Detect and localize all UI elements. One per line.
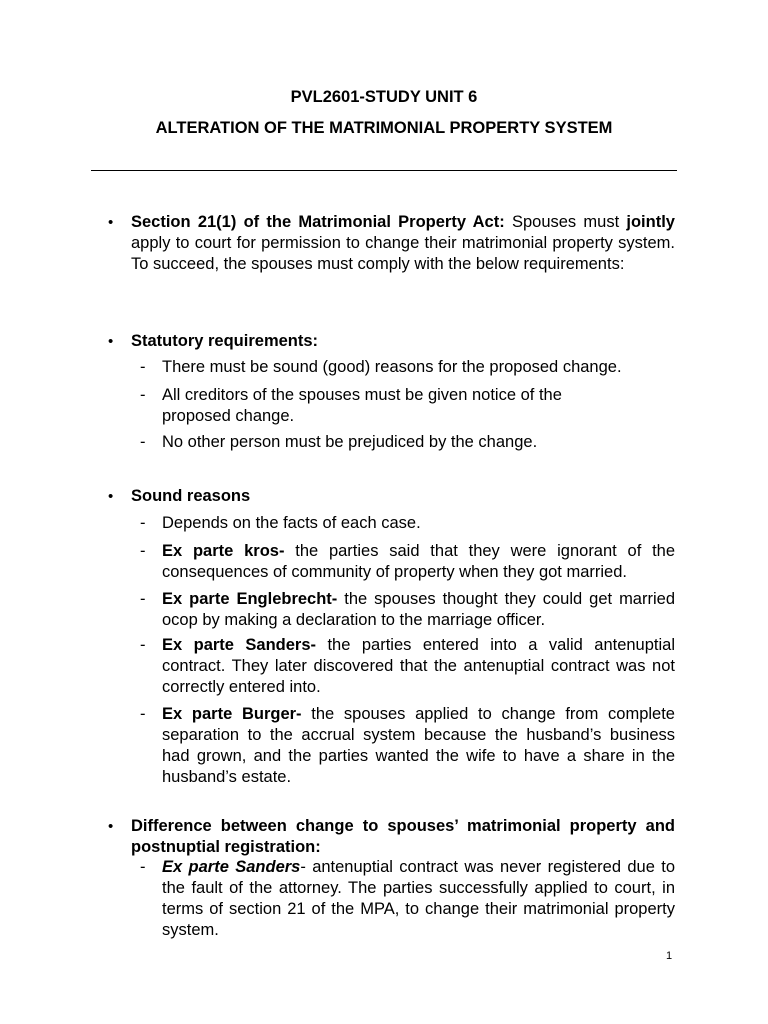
list-item [162,857,675,941]
list-item [162,635,675,698]
case-name: Ex parte Burger- [162,705,302,723]
list-item [162,589,675,631]
case-text: - antenuptial contract was never registered due to the fault of the attorney. The parties successfully applied to court, in terms of section 21 of the MPA, to change their matrimonial property system. [162,858,675,939]
list-item [162,704,675,788]
case-name: Ex parte Englebrecht- [162,590,338,608]
section-21-paragraph [131,212,675,275]
difference-heading: Difference between change to spouses’ matrimonial property and postnuptial registration: [131,817,675,856]
case-text: the spouses applied to change from complete separation to the accrual system because the husband’s business had grown, and the parties wanted the wife to have a share in the husband’s estate. [162,705,675,786]
case-name: Ex parte kros- [162,542,285,560]
jointly-emphasis: jointly [626,213,675,231]
dash-marker: - [140,590,146,608]
bullet-marker: • [108,333,114,350]
dash-marker: - [140,386,146,404]
case-text: the parties entered into a valid antenuptial contract. They later discovered that the antenuptial contract was not correctly entered into. [162,636,675,696]
case-text: the parties said that they were ignorant of the consequences of community of property when they got married. [162,542,676,581]
dash-marker: - [140,358,146,376]
case-name: Ex parte Sanders- [162,636,317,654]
page-title: ALTERATION OF THE MATRIMONIAL PROPERTY SYSTEM [155,119,613,137]
statutory-heading: Statutory requirements: [131,332,319,350]
list-item: There must be sound (good) reasons for the proposed change. [162,358,622,376]
title-divider [91,170,677,171]
case-text: the spouses thought they could get married ocop by making a declaration to the marriage officer. [162,590,675,629]
course-heading: PVL2601-STUDY UNIT 6 [290,88,478,106]
dash-marker: - [140,542,146,560]
page-number: 1 [666,950,673,962]
dash-marker: - [140,514,146,532]
dash-marker: - [140,858,146,876]
section-21-text-b: apply to court for permission to change their matrimonial property system. To succeed, the spouses must comply with the below requirements: [131,234,675,273]
sound-reasons-heading: Sound reasons [131,487,251,505]
bullet-marker: • [108,488,114,505]
list-item: No other person must be prejudiced by the change. [162,433,538,451]
dash-marker: - [140,636,146,654]
case-name: Ex parte Sanders [162,858,301,876]
section-21-lead: Section 21(1) of the Matrimonial Property Act: [131,213,505,231]
dash-marker: - [140,433,146,451]
list-item [162,513,675,534]
bullet-marker: • [108,214,114,231]
dash-marker: - [140,705,146,723]
section-21-text-a: Spouses must [504,213,627,231]
bullet-marker: • [108,818,114,835]
case-text: Depends on the facts of each case. [162,514,421,532]
list-item: All creditors of the spouses must be given notice of the proposed change. [162,386,562,425]
list-item [162,541,675,583]
